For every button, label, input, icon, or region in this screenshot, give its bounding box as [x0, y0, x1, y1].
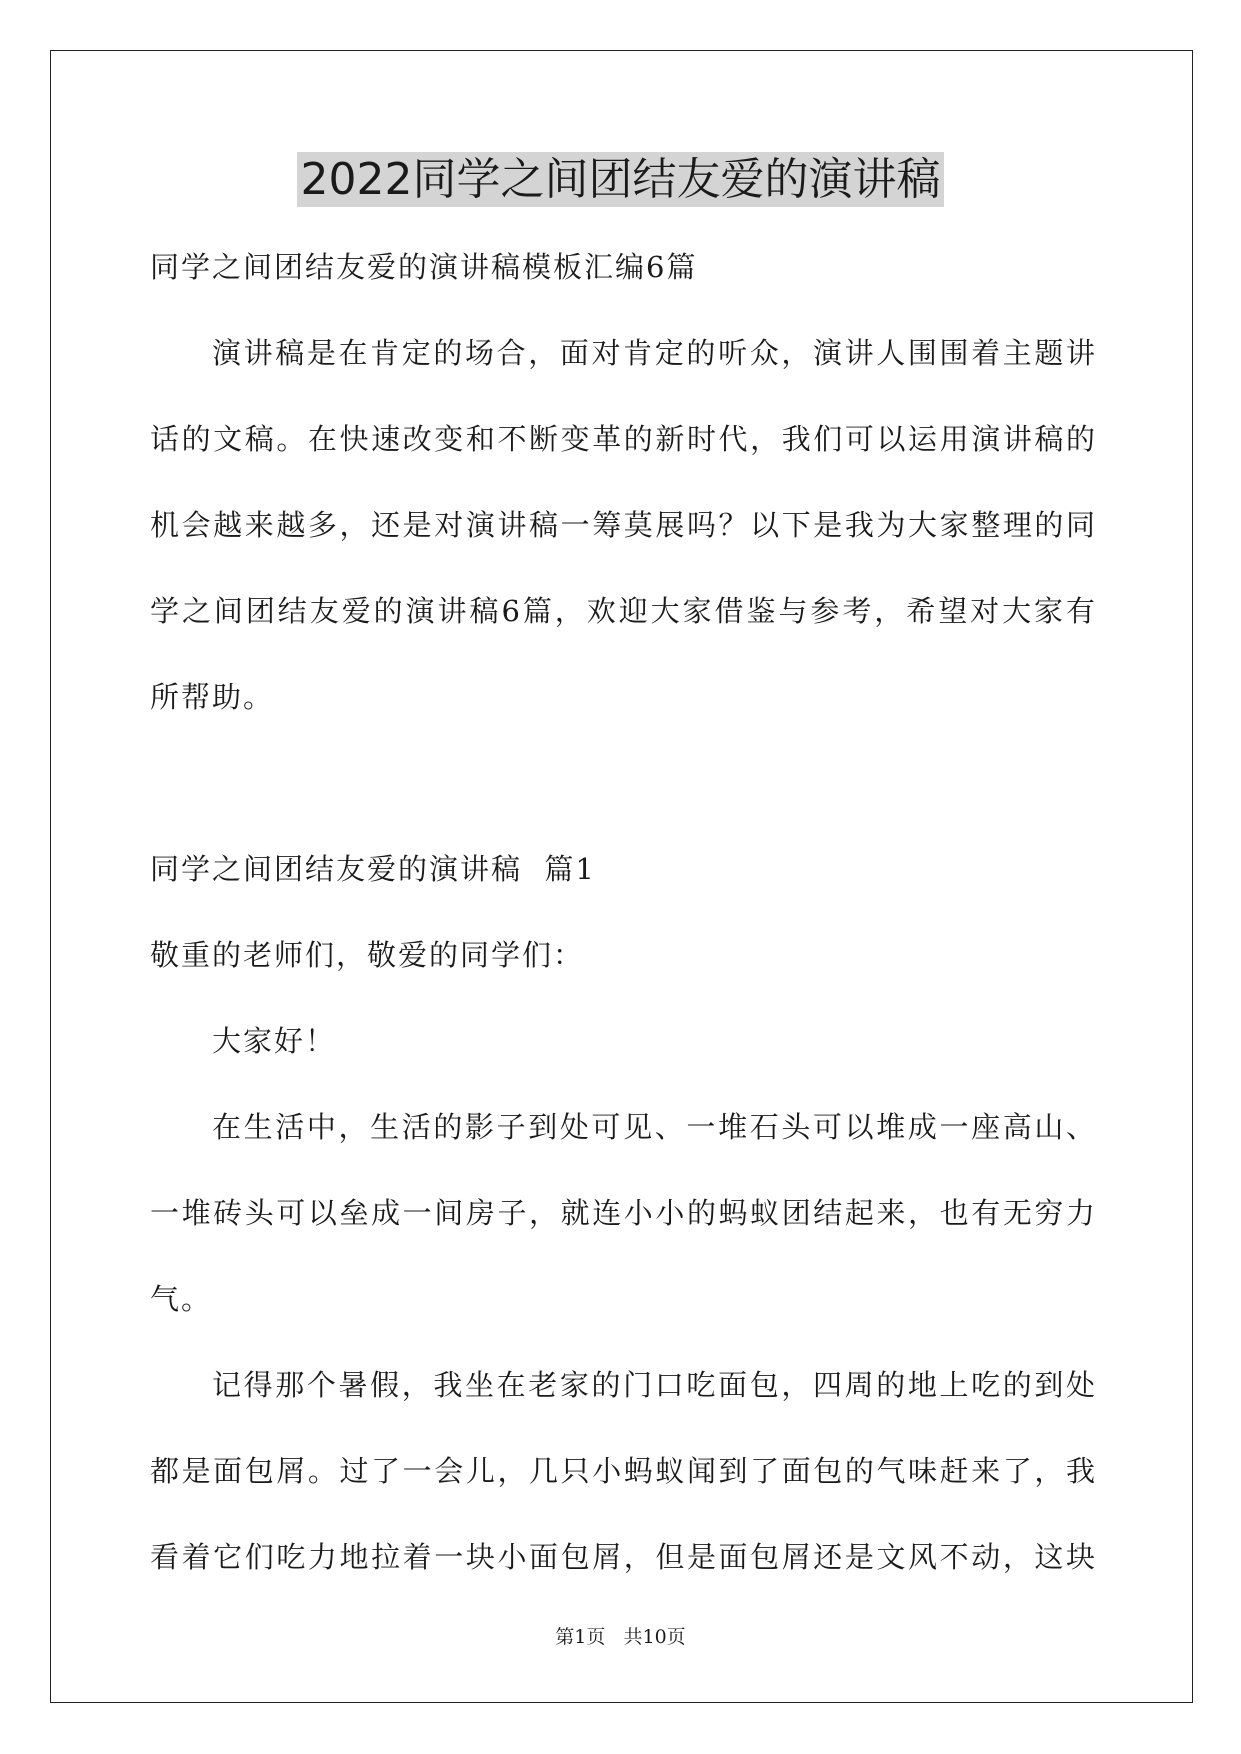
intro-line-5: 所帮助。: [150, 680, 275, 714]
intro-line-1: 演讲稿是在肯定的场合，面对肯定的听众，演讲人围围着主题讲: [212, 336, 1095, 370]
para1-line-3: 气。: [150, 1282, 213, 1316]
document-subtitle: 同学之间团结友爱的演讲稿模板汇编6篇: [150, 250, 698, 284]
section-gap: [150, 740, 1095, 826]
intro-line-3: 机会越来越多，还是对演讲稿一筹莫展吗？以下是我为大家整理的同: [150, 508, 1095, 542]
para2-line-3: 看着它们吃力地拉着一块小面包屑，但是面包屑还是文风不动，这块: [150, 1540, 1095, 1574]
para1-line-1: 在生活中，生活的影子到处可见、一堆石头可以堆成一座高山、: [212, 1110, 1095, 1144]
intro-line-2: 话的文稿。在快速改变和不断变革的新时代，我们可以运用演讲稿的: [150, 422, 1095, 456]
document-title-text: 2022同学之间团结友爱的演讲稿: [297, 152, 945, 207]
page-footer: 第1页 共10页: [555, 1626, 686, 1648]
para1-line-2: 一堆砖头可以垒成一间房子，就连小小的蚂蚁团结起来，也有无穷力: [150, 1196, 1095, 1230]
para2-line-2: 都是面包屑。过了一会儿，几只小蚂蚁闻到了面包的气味赶来了，我: [150, 1454, 1095, 1488]
document-body: [150, 224, 1095, 1600]
para2-line-1: 记得那个暑假，我坐在老家的门口吃面包，四周的地上吃的到处: [212, 1368, 1095, 1402]
section-heading: 同学之间团结友爱的演讲稿 篇1: [150, 852, 596, 886]
intro-line-4: 学之间团结友爱的演讲稿6篇，欢迎大家借鉴与参考，希望对大家有: [150, 594, 1095, 628]
document-title: [0, 150, 1241, 210]
salutation: 敬重的老师们，敬爱的同学们：: [150, 938, 585, 972]
greeting: 大家好！: [212, 1024, 337, 1058]
